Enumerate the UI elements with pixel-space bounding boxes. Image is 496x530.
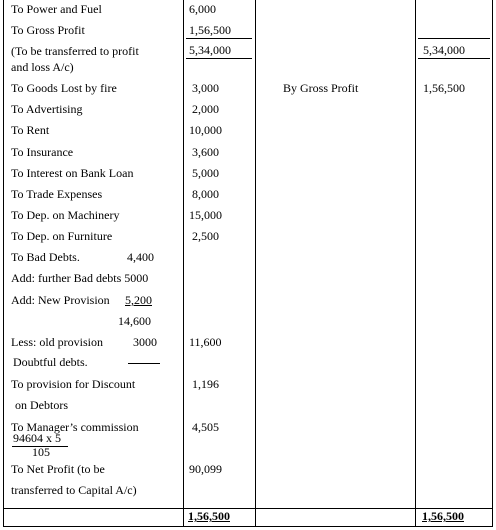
particular-new-provision: Add: New Provision [11,293,110,307]
particular-goods-lost: To Goods Lost by fire [11,81,117,95]
bad-debts-calc-rule [128,363,160,364]
particular-bad-debts: To Bad Debts. [11,250,80,264]
total-rule-right-top-a [418,38,490,39]
amount-commission: 4,505 [192,420,219,434]
amount-goods-lost: 3,000 [192,81,219,95]
particular-trade-expenses: To Trade Expenses [11,187,103,201]
amount-net-profit: 90,099 [189,462,222,476]
particular-interest: To Interest on Bank Loan [11,166,134,180]
particular-dep-machinery: To Dep. on Machinery [11,208,120,222]
particular-power-fuel: To Power and Fuel [11,2,102,16]
amount-dep-furniture: 2,500 [192,229,219,243]
final-total-right: 1,56,500 [422,509,464,523]
particular-commission: To Manager’s commission [11,420,139,434]
amount-dep-machinery: 15,000 [189,208,222,222]
amount-by-gross-profit: 1,56,500 [423,81,465,95]
particular-dep-furniture: To Dep. on Furniture [11,229,113,243]
particular-net-profit-line1: To Net Profit (to be [11,462,105,476]
amount-interest: 5,000 [192,166,219,180]
column-rule-2 [255,0,256,527]
total-rule-right-top-b [418,58,490,59]
value-bad-debts: 4,400 [127,250,154,264]
amount-advertising: 2,000 [192,102,219,116]
amount-insurance: 3,600 [192,145,219,159]
amount-rent: 10,000 [189,123,222,137]
particular-rent: To Rent [11,123,50,137]
final-total-rule [3,508,493,509]
particular-gross-profit: To Gross Profit [11,23,85,37]
right-border [492,0,493,527]
trading-total-right: 5,34,000 [423,43,465,57]
particular-net-profit-line2: transferred to Capital A/c) [11,483,137,497]
particular-less-old-provision: Less: old provision [11,335,103,349]
particular-further-bad-debts: Add: further Bad debts 5000 [11,271,149,285]
amount-power-fuel: 6,000 [189,2,216,16]
final-total-left: 1,56,500 [188,509,230,523]
bottom-rule [3,526,493,527]
trading-total-left: 5,34,000 [189,43,231,57]
bad-debts-subtotal: 14,600 [118,314,151,328]
commission-formula-numerator: 94604 x 5 [13,431,61,445]
amount-bad-debts-net: 11,600 [189,335,222,349]
value-new-provision: 5,200 [125,293,152,307]
value-old-provision: 3000 [133,335,157,349]
transfer-note-line2: and loss A/c) [11,60,74,74]
particular-insurance: To Insurance [11,145,74,159]
amount-discount-provision: 1,196 [192,377,219,391]
particular-discount-line1: To provision for Discount [11,377,136,391]
transfer-note-line1: (To be transferred to profit [11,44,139,58]
particular-by-gross-profit: By Gross Profit [283,81,359,95]
column-rule-3 [415,0,416,527]
particular-doubtful-debts: Doubtful debts. [13,355,88,369]
particular-discount-line2: on Debtors [15,398,68,412]
amount-trade-expenses: 8,000 [192,187,219,201]
particular-advertising: To Advertising [11,102,83,116]
underline-gross-profit [186,38,252,39]
commission-formula-denominator: 105 [32,445,50,459]
left-border [3,0,4,527]
total-rule-left-top [186,58,252,59]
column-rule-1 [183,0,184,527]
amount-gross-profit: 1,56,500 [189,23,231,37]
